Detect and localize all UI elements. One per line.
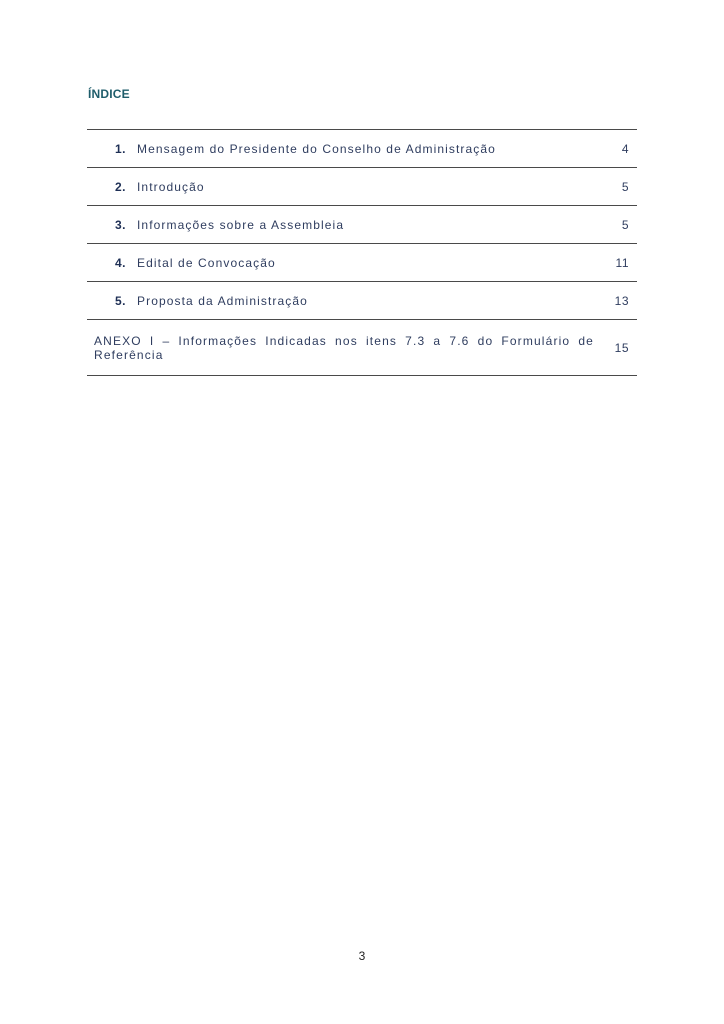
toc-entry-number: 4. (115, 255, 127, 270)
toc-entry-page: 4 (621, 141, 629, 156)
toc-row[interactable] (87, 130, 637, 168)
annex-page: 15 (614, 340, 629, 355)
toc-entry (87, 294, 308, 308)
toc-entry (87, 218, 344, 232)
page-number: 3 (358, 949, 366, 963)
toc-row[interactable] (87, 244, 637, 282)
toc-entry-number: 3. (115, 217, 127, 232)
index-title: ÍNDICE (88, 87, 130, 101)
toc-entry-label: Introdução (137, 179, 205, 194)
toc-entry-number: 5. (115, 293, 127, 308)
toc-entry (87, 142, 496, 156)
toc-entry-number: 2. (115, 179, 127, 194)
table-of-contents (87, 129, 637, 376)
toc-entry-label: Mensagem do Presidente do Conselho de Administração (137, 141, 496, 156)
toc-row[interactable] (87, 206, 637, 244)
toc-entry-page: 13 (614, 293, 629, 308)
annex-label: ANEXO I – Informações Indicadas nos itens 7.3 a 7.6 do Formulário de Referência (94, 333, 594, 362)
toc-entry (87, 256, 276, 270)
toc-entry-page: 11 (615, 255, 629, 270)
toc-row[interactable] (87, 282, 637, 320)
toc-entry-page: 5 (621, 179, 629, 194)
toc-entry-page: 5 (621, 217, 629, 232)
toc-entry-label: Informações sobre a Assembleia (137, 217, 345, 232)
toc-entry-label: Edital de Convocação (137, 255, 276, 270)
toc-entry-label: Proposta da Administração (137, 293, 308, 308)
toc-row[interactable] (87, 168, 637, 206)
toc-row-annex[interactable] (87, 320, 637, 376)
toc-entry-number: 1. (115, 141, 127, 156)
toc-entry (87, 180, 205, 194)
